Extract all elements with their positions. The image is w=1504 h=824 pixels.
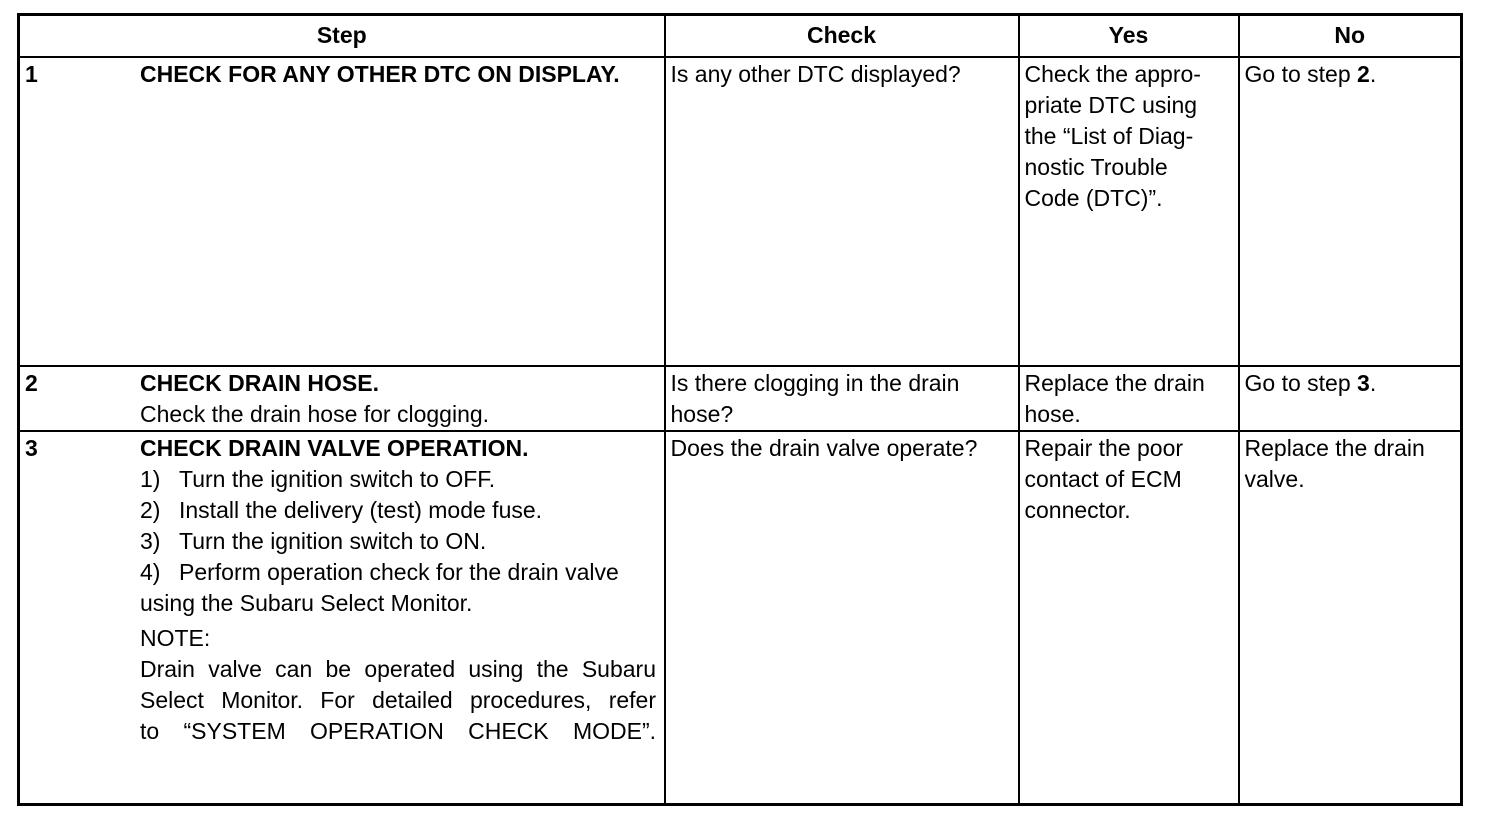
no-text: Replace the drain: [1244, 435, 1425, 461]
check-text: Is any other DTC displayed?: [670, 61, 961, 87]
goto-step-link: 3: [1357, 370, 1370, 396]
step-number: 1: [25, 61, 38, 87]
table-row: [19, 366, 1462, 431]
note-line: Select Monitor. For detailed procedures, refer: [140, 687, 656, 713]
yes-text: connector.: [1024, 497, 1131, 523]
check-cell: [665, 57, 1019, 366]
header-no: No: [1239, 15, 1462, 58]
no-cell: [1239, 57, 1462, 366]
substep: [140, 495, 656, 526]
step-detail: Check the drain hose for clogging.: [140, 401, 490, 427]
yes-cell: [1019, 57, 1239, 366]
no-text: Go to step: [1244, 370, 1358, 396]
substep-number: 3): [140, 528, 161, 554]
note-label: NOTE:: [140, 625, 211, 651]
substep-text: Install the delivery (test) mode fuse.: [179, 497, 543, 523]
step-body: [140, 59, 656, 90]
step-title: CHECK DRAIN VALVE OPERATION.: [140, 435, 529, 461]
yes-text: hose.: [1024, 401, 1081, 427]
header-yes: Yes: [1019, 15, 1239, 58]
substep-text: Perform operation check for the drain valve: [179, 559, 619, 585]
no-text: valve.: [1244, 466, 1305, 492]
step-number: 3: [25, 435, 38, 461]
check-text: hose?: [670, 401, 734, 427]
header-check: Check: [665, 15, 1019, 58]
no-cell: [1239, 366, 1462, 431]
substep: [140, 464, 656, 495]
goto-step-link: 2: [1357, 61, 1370, 87]
step-cell: [19, 57, 665, 366]
no-text-suffix: .: [1369, 61, 1377, 87]
substep-number: 1): [140, 466, 161, 492]
step-cell: [19, 431, 665, 805]
header-row: [19, 15, 1462, 58]
no-text: Go to step: [1244, 61, 1358, 87]
note-text: [140, 654, 656, 747]
yes-text: priate DTC using: [1024, 92, 1198, 118]
note-line: Drain valve can be operated using the Subaru: [140, 656, 656, 682]
yes-text: Replace the drain: [1024, 370, 1205, 396]
substep: [140, 557, 656, 588]
substep-text: Turn the ignition switch to OFF.: [179, 466, 496, 492]
step-cell: [19, 366, 665, 431]
yes-text: contact of ECM: [1024, 466, 1182, 492]
substep-continuation: using the Subaru Select Monitor.: [140, 590, 473, 616]
yes-text: Code (DTC)”.: [1024, 185, 1163, 211]
check-text: Does the drain valve operate?: [670, 435, 978, 461]
troubleshooting-table: [17, 13, 1463, 806]
yes-cell: [1019, 366, 1239, 431]
check-cell: [665, 431, 1019, 805]
note-line: to “SYSTEM OPERATION CHECK MODE”.: [140, 718, 656, 744]
substep-number: 2): [140, 497, 161, 523]
check-text: Is there clogging in the drain: [670, 370, 960, 396]
step-title: CHECK FOR ANY OTHER DTC ON DISPLAY.: [140, 61, 620, 87]
step-body: [140, 368, 656, 430]
table-row: [19, 57, 1462, 366]
no-cell: [1239, 431, 1462, 805]
yes-text: nostic Trouble: [1024, 154, 1168, 180]
yes-text: the “List of Diag-: [1024, 123, 1194, 149]
yes-text: Check the appro-: [1024, 61, 1201, 87]
no-text-suffix: .: [1369, 370, 1377, 396]
substep-number: 4): [140, 559, 161, 585]
check-cell: [665, 366, 1019, 431]
header-step: Step: [19, 15, 665, 58]
substep-text: Turn the ignition switch to ON.: [179, 528, 487, 554]
yes-text: Repair the poor: [1024, 435, 1184, 461]
step-body: [140, 433, 656, 747]
yes-cell: [1019, 431, 1239, 805]
substep: [140, 526, 656, 557]
step-number: 2: [25, 370, 38, 396]
table-row: [19, 431, 1462, 805]
step-title: CHECK DRAIN HOSE.: [140, 370, 379, 396]
